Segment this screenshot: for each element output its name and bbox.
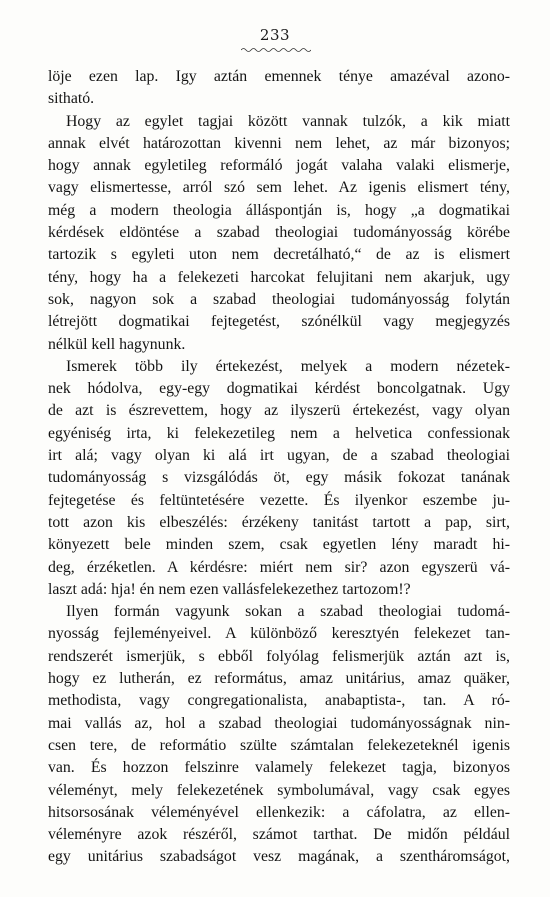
text-line: létrejött dogmatikai fejtegetést, szónélkül vagy megjegyzés	[48, 313, 510, 331]
text-line: rendszerét ismerjük, s ebből folyólag felismerjük aztán azt is,	[48, 647, 510, 665]
text-line: sitható.	[48, 90, 95, 108]
text-line: annak elvét határozottan kivenni nem lehet, az már bizonyos;	[48, 134, 510, 152]
text-line: Hogy az egylet tagjai között vannak tulzók, a kik miatt	[66, 112, 510, 130]
text-line: tott azon kis elbeszélés: érzékeny tanitást tartott a pap, sirt,	[48, 513, 510, 531]
text-line: még a modern theologia álláspontján is, hogy „a dogmatikai	[48, 201, 510, 219]
text-line: vagy elismertesse, arról szó sem lehet. Az igenis elismert tény,	[48, 179, 510, 197]
text-line: véleményt, mely felekezetének symbolumával, vagy csak egyes	[48, 781, 510, 799]
text-line: fejtegetése és feltüntetésére vezette. És ilyenkor eszembe ju-	[48, 491, 510, 509]
text-line: methodista, vagy congregationalista, anabaptista-, tan. A ró-	[48, 692, 510, 710]
text-line: de azt is észrevettem, hogy az ilyszerü értekezést, vagy olyan	[48, 402, 510, 420]
text-line: nek hódolva, egy-egy dogmatikai kérdést boncolgatnak. Ugy	[48, 380, 510, 398]
text-line: csen tere, de reformátio szülte számtalan felekezeteknél igenis	[48, 736, 510, 754]
text-line: van. És hozzon felszinre valamely felekezet tagja, bizonyos	[48, 759, 510, 777]
page-number: 233	[259, 26, 291, 44]
text-line: tudományosság s vizsgálódás öt, egy másik fokozat tanának	[48, 469, 510, 487]
text-line: sok, nagyon sok a szabad theologiai tudományosság folytán	[48, 290, 510, 308]
text-line: hitsorsosának véleményével ellenkezik: a cáfolatra, az ellen-	[48, 803, 510, 821]
text-line: löje ezen lap. Igy aztán emennek ténye amazéval azono-	[48, 68, 510, 85]
text-line: egy unitárius szabadságot vesz magának, a szentháromságot,	[48, 848, 510, 866]
text-line: nélkül kell hagynunk.	[48, 335, 186, 353]
text-line: Ismerek több ily értekezést, melyek a modern nézetek-	[66, 357, 510, 375]
text-line: egyéniség irta, ki felekezetileg nem a helvetica confessionak	[48, 424, 510, 442]
text-line: hogy annak egyletileg reformáló jogát valaha valaki elismerje,	[48, 157, 510, 175]
text-line: véleményre azok részéről, számot tarthat. De midőn például	[48, 826, 510, 844]
text-line: deg, érzéketlen. A kérdésre: miért nem sir? azon egyszerü vá-	[48, 558, 510, 576]
decorative-wavy-rule	[241, 47, 311, 53]
text-line: Ilyen formán vagyunk sokan a szabad theologiai tudomá-	[66, 603, 510, 621]
text-line: hogy ez lutherán, ez református, amaz unitárius, amaz quäker,	[48, 670, 510, 688]
text-line: irt alá; vagy olyan ki alá irt ugyan, de a szabad theologiai	[48, 447, 510, 465]
text-line: laszt adá: hja! én nem ezen vallásfelekezethez tartozom!?	[48, 580, 411, 598]
text-line: mai vallás az, hol a szabad theologiai tudományosságnak nin-	[48, 714, 510, 732]
text-line: tartozik s egyleti uton nem decretálható,“ de az is elismert	[48, 246, 510, 264]
text-line: kérdések eldöntése a szabad theologiai tudományosság körébe	[48, 224, 510, 242]
text-line: tény, hogy ha a felekezeti harcokat felujitani nem akarjuk, ugy	[48, 268, 510, 286]
text-line: könyezett bele minden szem, csak egyetlen lény maradt hi-	[48, 536, 510, 554]
text-line: nyosság fejleményeivel. A különböző keresztyén felekezet tan-	[48, 625, 510, 643]
body-text	[48, 66, 510, 869]
